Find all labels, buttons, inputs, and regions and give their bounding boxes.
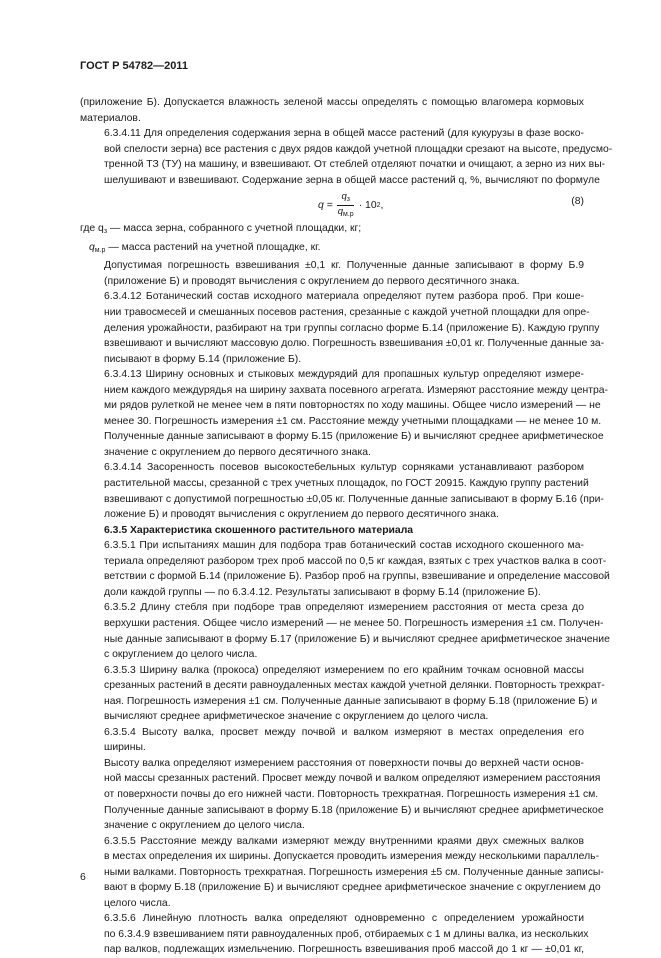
paragraph-6-3-4-12: 6.3.4.12 Ботанический состав исходного материала определяют путем разбора проб. При коше- нии травосмесей и смешанных посевов растения, срезанные с каждой учетной площадки для опре- деления урожайности, разбирают на три группы согласно форме Б.14 (приложение Б). Каждую группу взвешивают и вычисляют массовую долю. Погрешность взвешивания ±0,01 кг. Полученные данные за- писывают в форму Б.14 (приложение Б). [104,291,605,365]
paragraph-6-3-4-13: 6.3.4.13 Ширину основных и стыковых междурядий для пропашных культур определяют измере- нием каждого междурядья на ширину захвата посевного агрегата. Измеряют расстояние между центра- ми рядов рулеткой не менее чем в пяти повторностях по ходу машины. Общее число измерений — не менее 30. Погрешность измерения ±1 см. Расстояние между учетными площадками — не менее 10 м. Полученные данные записывают в форму Б.15 (приложение Б) и вычисляют среднее арифметическое значение с округлением до первого десятичного знака. [104,369,609,458]
formula-8 [80,189,584,217]
standard-header: ГОСТ Р 54782—2011 [80,60,188,72]
formula-fraction: $\frac{q_з}{q_{м.р}}$ [337,191,354,219]
paragraph-6-3-5-5: 6.3.5.5 Расстояние между валками измеряют между внутренними краями двух смежных валков в местах определения их ширины. Допускается проводить измерения между несколькими параллель- ными валками. Повторность трехкратная. Погрешность измерения ±5 см. Полученные данные записы- вают в форму Б.18 (приложение Б) и вычисляют среднее арифметическое значение с округлением до целого числа. [104,835,604,909]
paragraph-6-3-5-3: 6.3.5.3 Ширину валка (прокоса) определяют измерением по его крайним точкам основной массы срезанных растений в десяти равноудаленных местах каждой учетной делянки. Повторность трехкрат- ная. Погрешность измерения ±1 см. Полученные данные записывают в форму Б.18 (приложение Б) и вычисляют среднее арифметическое значение с округлением до целого числа. [104,664,605,723]
paragraph-swath-height: Высоту валка определяют измерением расстояния от поверхности почвы до верхней части основ- ной массы срезанных растений. Просвет между почвой и валком определяют измерением расстояния от поверхности почвы до его нижней части. Повторность трехкратная. Погрешность измерения ±1 см. Полученные данные записывают в форму Б.18 (приложение Б) и вычисляют среднее арифметическое значение с округлением до целого числа. [104,757,604,832]
paragraph-continuation: (приложение Б). Допускается влажность зеленой массы определять с помощью влагомера кормовых материалов. [80,97,584,124]
formula-number: (8) [571,196,584,208]
paragraph-6-3-5-1: 6.3.5.1 При испытаниях машин для подбора трав ботанический состав исходного скошенного ма- териала определяют разбором трех проб массой по 0,5 кг каждая, взятых с трех участков валка в соот- ветствии с формой Б.14 (приложение Б). Разбор проб на группы, взвешивание и определение массовой доли каждой группы — по 6.3.4.12. Результаты записывают в форму Б.14 (приложение Б). [104,540,610,598]
page-number: 6 [80,872,86,883]
formula-body: q = $\frac{q_з}{q_{м.р}}$ · 10 2 , [318,191,384,219]
document-body [80,95,613,958]
paragraph-6-3-5-6: 6.3.5.6 Линейную плотность валка определяют одновременно с определением урожайности по 6.3.4.9 взвешиванием пяти равноудаленных проб, отбираемых с 1 м длины валка, из нескольких пар валков, подлежащих измельчению. Погрешность взвешивания проб массой до 1 кг — ±0,01 кг, [104,913,589,956]
paragraph-6-3-5-2: 6.3.5.2 Длину стебля при подборе трав определяют измерением расстояния от места среза до верхушки растения. Общее число измерений — не менее 50. Погрешность измерения ±1 см. Получен- ные данные записывают в форму Б.17 (приложение Б) и вычисляют среднее арифметическое значение с округлением до целого числа. [104,602,610,661]
formula-legend: где $q_з$ — масса зерна, собранного с учетной площадки, кг; $q_{м.р}$ — масса растений на учетной площадке, кг. [80,223,362,254]
paragraph-6-3-4-14: 6.3.4.14 Засоренность посевов высокостебельных культур сорняками устанавливают разбором растительной массы, срезанной с трех учетных площадок, по ГОСТ 20915. Каждую группу растений взвешивают с допустимой погрешностью ±0,05 кг. Полученные данные записывают в форму Б.16 (при- ложение Б) и проводят вычисления с округлением до первого десятичного знака. [104,462,604,521]
paragraph-6-3-4-11: 6.3.4.11 Для определения содержания зерна в общей массе растений (для кукурузы в фазе воско- вой спелости зерна) все растения с двух рядов каждой учетной площадки срезают на высоте, предусмо- тренной ТЗ (ТУ) на машину, и взвешивают. От стеблей отделяют початки и очищают, а зерно из них вы- шелушивают и взвешивают. Содержание зерна в общей массе растений q, %, вычисляют по формуле [104,128,613,186]
paragraph-weighing-error: Допустимая погрешность взвешивания ±0,1 кг. Полученные данные записывают в форму Б.9 (приложение Б) и проводят вычисления с округлением до первого десятичного знака. [104,260,584,287]
paragraph-6-3-5-4: 6.3.5.4 Высоту валка, просвет между почвой и валком измеряют в местах определения его ширины. [104,726,584,754]
section-heading-6-3-5: 6.3.5 Характеристика скошенного растительного материала [104,524,414,536]
